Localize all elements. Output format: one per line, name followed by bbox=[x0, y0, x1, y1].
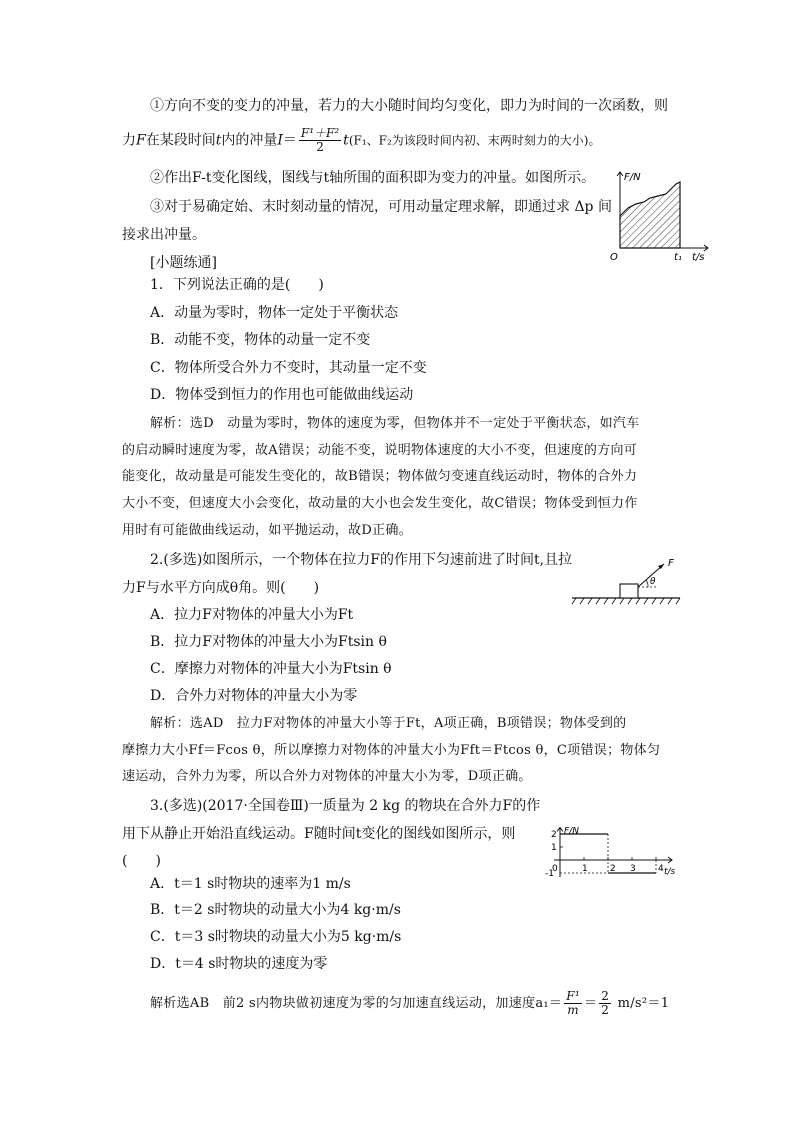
text: 解析选AB 前2 s内物块做初速度为零的匀加速直线运动，加速度a₁＝ bbox=[150, 996, 563, 1011]
x-tick-label-1: 1 bbox=[582, 864, 588, 874]
fraction-numerator: F¹＋F² bbox=[300, 126, 340, 140]
intro-line-4: ③对于易确定始、末时刻动量的情况，可用动量定理求解，即通过求 Δp 间 bbox=[150, 199, 612, 215]
q1-analysis-1: 解析：选D 动量为零时，物体的速度为零，但物体并不一定处于平衡状态，如汽车 bbox=[150, 416, 640, 431]
note: (F₁、F₂为该段时间内初、末两时刻力的大小)。 bbox=[348, 133, 601, 148]
q1-analysis-3: 能变化，故动量是可能发生变化的，故B错误；物体做匀变速直线运动时，物体的合外力 bbox=[122, 469, 638, 484]
var-F: F bbox=[136, 132, 146, 149]
q3-option-c: C．t＝3 s时物块的动量大小为5 kg·m/s bbox=[150, 929, 402, 945]
y-tick-label-neg1: -1 bbox=[545, 869, 554, 879]
fraction-denominator: 2 bbox=[316, 140, 324, 154]
var-t: t bbox=[343, 132, 349, 149]
x-tick-label-2: 2 bbox=[610, 864, 616, 874]
q1-option-a: A．动量为零时，物体一定处于平衡状态 bbox=[150, 305, 399, 321]
f-axis-label: F/N bbox=[564, 826, 579, 837]
area-under-curve bbox=[620, 182, 680, 248]
intro-line-1: ①方向不变的变力的冲量，若力的大小随时间均匀变化，即力为时间的一次函数，则 bbox=[150, 98, 668, 114]
q2-option-b: B．拉力F对物体的冲量大小为Ftsin θ bbox=[150, 634, 387, 650]
q3-analysis bbox=[150, 990, 669, 1018]
fraction-denominator: m bbox=[567, 1003, 579, 1017]
force-label: F bbox=[668, 558, 674, 569]
dashed-guides bbox=[560, 834, 656, 873]
q3-option-b: B．t＝2 s时物块的动量大小为4 kg·m/s bbox=[150, 902, 401, 918]
fraction-numerator: F¹ bbox=[566, 989, 580, 1003]
angle-label: θ bbox=[650, 577, 656, 587]
fraction bbox=[564, 990, 582, 1017]
q3-stem-2: 用下从静止开始沿直线运动。F随时间t变化的图线如图所示，则 bbox=[122, 826, 516, 842]
y-tick-label-1: 1 bbox=[551, 843, 557, 853]
figure-block-pull bbox=[568, 556, 686, 606]
q2-analysis-3: 速运动，合外力为零，所以合外力对物体的冲量大小为零，D项正确。 bbox=[122, 769, 532, 784]
intro-line-2 bbox=[122, 127, 600, 154]
fraction-numerator: 2 bbox=[601, 989, 610, 1003]
q2-option-a: A．拉力F对物体的冲量大小为Ft bbox=[150, 607, 354, 623]
text: 内的冲量 bbox=[221, 132, 278, 149]
q1-option-d: D．物体受到恒力的作用也可能做曲线运动 bbox=[150, 387, 414, 403]
q1-option-c: C．物体所受合外力不变时，其动量一定不变 bbox=[150, 360, 427, 376]
q2-option-c: C．摩擦力对物体的冲量大小为Ftsin θ bbox=[150, 661, 392, 677]
intro-line-5: 接求出冲量。 bbox=[122, 227, 206, 243]
q2-stem-1: 2.(多选)如图所示，一个物体在拉力F的作用下匀速前进了时间t,且拉 bbox=[150, 552, 573, 568]
q1-stem: 1．下列说法正确的是( ) bbox=[150, 277, 324, 293]
q1-analysis-4: 大小不变，但速度大小会变化，故动量的大小也会发生变化，故C错误；物体受到恒力作 bbox=[122, 496, 638, 511]
q3-stem-1: 3.(多选)(2017·全国卷Ⅲ)一质量为 2 kg 的物块在合外力F的作 bbox=[150, 798, 541, 814]
q2-stem-2: 力F与水平方向成θ角。则( ) bbox=[122, 580, 320, 596]
q3-stem-3: ( ) bbox=[122, 853, 161, 869]
text: m/s²＝1 bbox=[613, 996, 670, 1011]
f-axis-label: F/N bbox=[624, 172, 641, 183]
t-axis-label: t/s bbox=[664, 867, 676, 877]
q1-analysis-5: 用时有可能做曲线运动，如平抛运动，故D正确。 bbox=[122, 523, 413, 538]
equals: ＝ bbox=[282, 132, 297, 149]
text: 在某段时间 bbox=[145, 132, 216, 149]
fraction-denominator: 2 bbox=[601, 1003, 610, 1017]
q1-option-b: B．动能不变，物体的动量一定不变 bbox=[150, 332, 371, 348]
text: 力 bbox=[122, 132, 136, 149]
q3-option-a: A．t＝1 s时物块的速率为1 m/s bbox=[150, 876, 351, 892]
section-title: [小题练通] bbox=[150, 255, 217, 271]
var-I: I bbox=[277, 132, 283, 149]
t1-label: t₁ bbox=[674, 252, 682, 263]
q3-option-d: D．t＝4 s时物块的速度为零 bbox=[150, 956, 328, 972]
fraction bbox=[599, 990, 611, 1017]
q2-analysis-1: 解析：选AD 拉力F对物体的冲量大小等于Ft，A项正确，B项错误；物体受到的 bbox=[150, 716, 627, 731]
figure-ft-area bbox=[606, 168, 716, 264]
q2-option-d: D．合外力对物体的冲量大小为零 bbox=[150, 688, 358, 704]
fraction bbox=[299, 127, 341, 154]
x-tick-label-0: 0 bbox=[552, 864, 558, 874]
q2-analysis-2: 摩擦力大小Ff＝Fcos θ，所以摩擦力对物体的冲量大小为Fft＝Ftcos θ，C项错误；物体匀 bbox=[122, 743, 661, 758]
x-tick-label-4: 4 bbox=[658, 864, 664, 874]
block bbox=[620, 584, 638, 598]
angle-arc bbox=[646, 580, 648, 587]
q1-analysis-2: 的启动瞬时速度为零，故A错误；动能不变，说明物体速度的大小不变，但速度的方向可 bbox=[122, 443, 638, 458]
var-t: t bbox=[215, 132, 222, 149]
origin-label: O bbox=[610, 252, 618, 263]
t-axis-label: t/s bbox=[692, 252, 705, 263]
ground-hatch bbox=[572, 598, 680, 604]
equals: ＝ bbox=[583, 996, 598, 1011]
intro-line-3: ②作出F-t变化图线，图线与t轴所围的面积即为变力的冲量。如图所示。 bbox=[150, 170, 596, 186]
figure-ft-step-chart bbox=[540, 822, 690, 888]
y-tick-label-2: 2 bbox=[551, 830, 557, 840]
x-tick-label-3: 3 bbox=[630, 864, 636, 874]
